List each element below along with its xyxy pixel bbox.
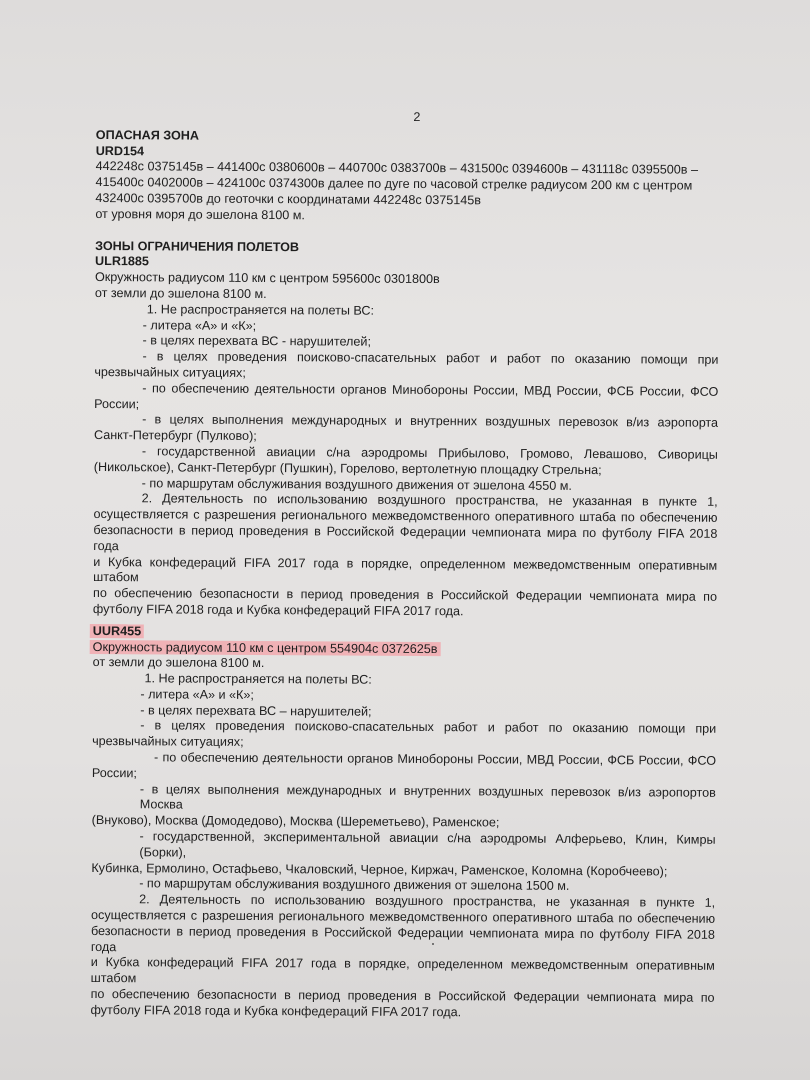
exception-bullet: - в целях перехвата ВС – нарушителей; bbox=[140, 702, 372, 719]
item-2-line: и Кубка конфедераций FIFA 2017 года в порядке, определенном межведомственным оперативным штабом bbox=[90, 955, 715, 986]
exception-bullet: - литера «А» и «К»; bbox=[140, 687, 254, 702]
item-2-line: безопасности в период проведения в Российской Федерации чемпионата мира по футболу FIFA 2018 года bbox=[90, 923, 716, 954]
zone-circle: Окружность радиусом 110 км с центром 595600с 0301800в bbox=[94, 270, 440, 287]
exception-bullet: - в целях выполнения международных и внутренних воздушных перевозок в/из аэропортов Москва bbox=[139, 781, 716, 813]
exception-bullet-cont: чрезвычайных ситуациях; bbox=[92, 734, 244, 750]
exception-bullet-cont: России; bbox=[94, 396, 140, 411]
danger-zone-line: 415400с 0402000в – 424100с 0374300в далее по дуге по часовой стрелке радиусом 200 км с центром bbox=[95, 175, 693, 193]
page-number: 2 bbox=[413, 109, 421, 124]
item-2-line: по обеспечению безопасности в период проведения в Российской Федерации чемпионата мира по bbox=[92, 586, 718, 604]
exception-bullet: - по маршрутам обслуживания воздушного движения от эшелона 4550 м. bbox=[141, 475, 572, 493]
exception-bullet-cont: Санкт-Петербург (Пулково); bbox=[93, 428, 257, 444]
item-2-line: 2. Деятельность по использованию воздушного пространства, не указанная в пункте 1, bbox=[139, 892, 716, 911]
exception-item-1: 1. Не распространяется на полеты ВС: bbox=[146, 302, 375, 318]
document-content bbox=[90, 108, 720, 1022]
item-2-line: по обеспечению безопасности в период проведения в Российской Федерации чемпионата мира по bbox=[90, 987, 715, 1005]
exception-bullet: - литера «А» и «К»; bbox=[142, 317, 257, 333]
zone-altitude: от земли до эшелона 8100 м. bbox=[92, 655, 265, 671]
exception-bullet: - в целях проведения поисково-спасательных работ и работ по оказанию помощи при bbox=[142, 349, 719, 367]
exception-bullet-cont: (Внуково), Москва (Домодедово), Москва (Шереметьево), Раменское; bbox=[91, 813, 500, 830]
exception-bullet-cont: чрезвычайных ситуациях; bbox=[94, 364, 246, 380]
danger-zone-line: от уровня моря до эшелона 8100 м. bbox=[95, 206, 305, 223]
exception-bullet: - по обеспечению деятельности органов Минобороны России, МВД России, ФСБ России, ФСО bbox=[153, 750, 717, 768]
exception-bullet: - государственной, экспериментальной авиации с/на аэродромы Алферьево, Клин, Кимры (Борки), bbox=[139, 829, 716, 860]
exception-bullet-cont: России; bbox=[91, 765, 137, 781]
exception-bullet-cont: (Никольское), Санкт-Петербург (Пушкин), Горелово, вертолетную площадку Стрельна; bbox=[93, 459, 602, 477]
zone-ulr1885 bbox=[93, 254, 719, 621]
exception-bullet: - по маршрутам обслуживания воздушного движения от эшелона 1500 м. bbox=[139, 876, 570, 894]
item-2-line: осуществляется с разрешения регионального межведомственного оперативного штаба по обеспечению bbox=[91, 908, 716, 926]
exception-bullet: - по обеспечению деятельности органов Минобороны России, МВД России, ФСБ России, ФСО bbox=[142, 381, 719, 399]
danger-zone-heading: ОПАСНАЯ ЗОНА bbox=[95, 127, 200, 143]
danger-zone-code: URD154 bbox=[95, 143, 145, 158]
zone-circle-highlighted: Окружность радиусом 110 км с центром 554904с 0372625в bbox=[90, 639, 441, 655]
exception-bullet: - в целях проведения поисково-спасательных работ и работ по оказанию помощи при bbox=[140, 718, 717, 737]
exception-bullet: - в целях перехвата ВС - нарушителей; bbox=[142, 333, 372, 350]
restriction-zones-heading: ЗОНЫ ОГРАНИЧЕНИЯ ПОЛЕТОВ bbox=[95, 238, 300, 254]
exception-bullet: - государственной авиации с/на аэродромы Прибылово, Громово, Левашово, Сиворицы bbox=[141, 444, 718, 462]
danger-zone-line: 432400с 0395700в до геоточки с координатами 442248с 0375145в bbox=[95, 190, 481, 208]
exception-bullet-cont: Кубинка, Ермолино, Остафьево, Чкаловский, Черное, Киржач, Раменское, Коломна (Коробчеево); bbox=[91, 860, 668, 879]
item-2-line: футболу FIFA 2018 года и Кубка конфедераций FIFA 2017 года. bbox=[90, 1002, 462, 1020]
item-2-line: футболу FIFA 2018 года и Кубка конфедераций FIFA 2017 года. bbox=[92, 601, 464, 619]
zone-uur455 bbox=[90, 624, 716, 1023]
danger-zone-line: 442248с 0375145в – 441400с 0380600в – 440700с 0383700в – 431500с 0394600в – 431118с 0395500в – bbox=[95, 159, 699, 178]
item-2-line: безопасности в период проведения в Российской Федерации чемпионата мира по футболу FIFA 2018 года bbox=[93, 522, 718, 553]
item-2-line: осуществляется с разрешения регионального межведомственного оперативного штаба по обеспечению bbox=[93, 507, 718, 525]
exception-bullet: - в целях выполнения международных и внутренних воздушных перевозок в/из аэропорта bbox=[142, 412, 719, 431]
item-2-line: и Кубка конфедераций FIFA 2017 года в порядке, определенном межведомственным оперативным штабом bbox=[93, 554, 718, 585]
danger-zone-section bbox=[95, 128, 720, 227]
zone-code: ULR1885 bbox=[95, 254, 150, 269]
item-2-line: 2. Деятельность по использованию воздушного пространства, не указанная в пункте 1, bbox=[141, 491, 718, 510]
zone-altitude: от земли до эшелона 8100 м. bbox=[94, 285, 267, 302]
exception-item-1: 1. Не распространяется на полеты ВС: bbox=[144, 671, 372, 687]
zone-code-highlighted: UUR455 bbox=[90, 624, 144, 638]
